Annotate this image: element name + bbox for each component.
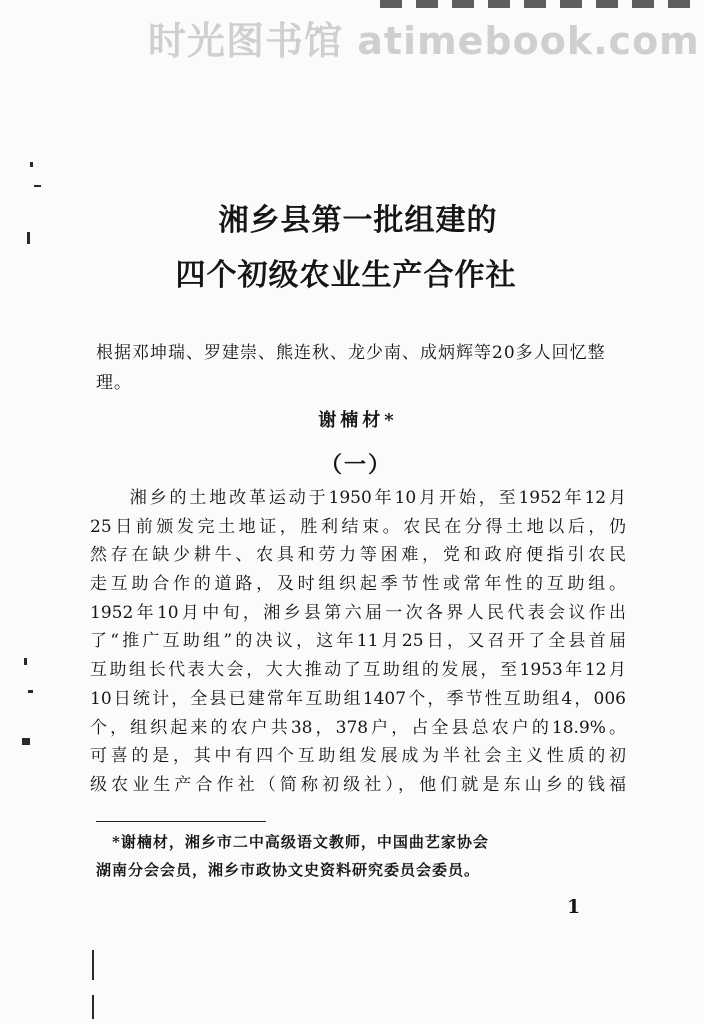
body-line: 1952年10月中旬，湘乡县第六届一次各界人民代表会议作出 bbox=[90, 602, 626, 623]
footnote-divider bbox=[96, 821, 266, 822]
body-paragraph bbox=[90, 484, 626, 800]
body-line: 个，组织起来的农户共38，378户，占全县总农户的18.9%。 bbox=[90, 717, 626, 738]
scan-speck bbox=[22, 738, 30, 745]
body-line: 10日统计，全县已建常年互助组1407个，季节性互助组4，006 bbox=[90, 688, 626, 709]
body-line: 走互助合作的道路，及时组织起季节性或常年性的互助组。 bbox=[90, 574, 626, 595]
scan-edge-dashes bbox=[380, 0, 704, 8]
body-line: 25日前颁发完土地证，胜利结束。农民在分得土地以后，仍 bbox=[90, 516, 626, 537]
scan-speck bbox=[30, 162, 33, 167]
body-line: 了“推广互助组”的决议，这年11月25日，又召开了全县首届 bbox=[90, 631, 626, 652]
body-line: 互助组长代表大会，大大推动了互助组的发展，至1953年12月 bbox=[90, 660, 626, 681]
scan-speck bbox=[28, 690, 33, 693]
watermark: 时光图书馆 atimebook.com bbox=[148, 19, 700, 63]
footnote-line: 湖南分会会员，湘乡市政协文史资料研究委员会委员。 bbox=[96, 861, 481, 879]
article-title-line-2: 四个初级农业生产合作社 bbox=[175, 258, 517, 293]
footnote bbox=[96, 828, 620, 884]
scan-speck bbox=[34, 185, 41, 187]
page-number: 1 bbox=[567, 896, 581, 918]
body-line: 级农业生产合作社（简称初级社），他们就是东山乡的钱福 bbox=[90, 774, 626, 795]
body-line: 湘乡的土地改革运动于1950年10月开始，至1952年12月 bbox=[90, 488, 626, 508]
body-line: 然存在缺少耕牛、农具和劳力等困难，党和政府便指引农民 bbox=[90, 545, 626, 566]
source-note: 根据邓坤瑞、罗建崇、熊连秋、龙少南、成炳辉等20多人回忆整理。 bbox=[96, 343, 606, 393]
scan-speck bbox=[92, 995, 94, 1019]
section-heading: （一） bbox=[319, 452, 392, 478]
body-line: 可喜的是，其中有四个互助组发展成为半社会主义性质的初 bbox=[90, 746, 626, 767]
scan-speck bbox=[92, 950, 94, 980]
article-title-line-1: 湘乡县第一批组建的 bbox=[218, 203, 498, 238]
footnote-line: *谢楠材，湘乡市二中高级语文教师，中国曲艺家协会 bbox=[96, 833, 489, 851]
author-name: 谢楠材* bbox=[318, 410, 398, 431]
scan-speck bbox=[24, 658, 27, 665]
